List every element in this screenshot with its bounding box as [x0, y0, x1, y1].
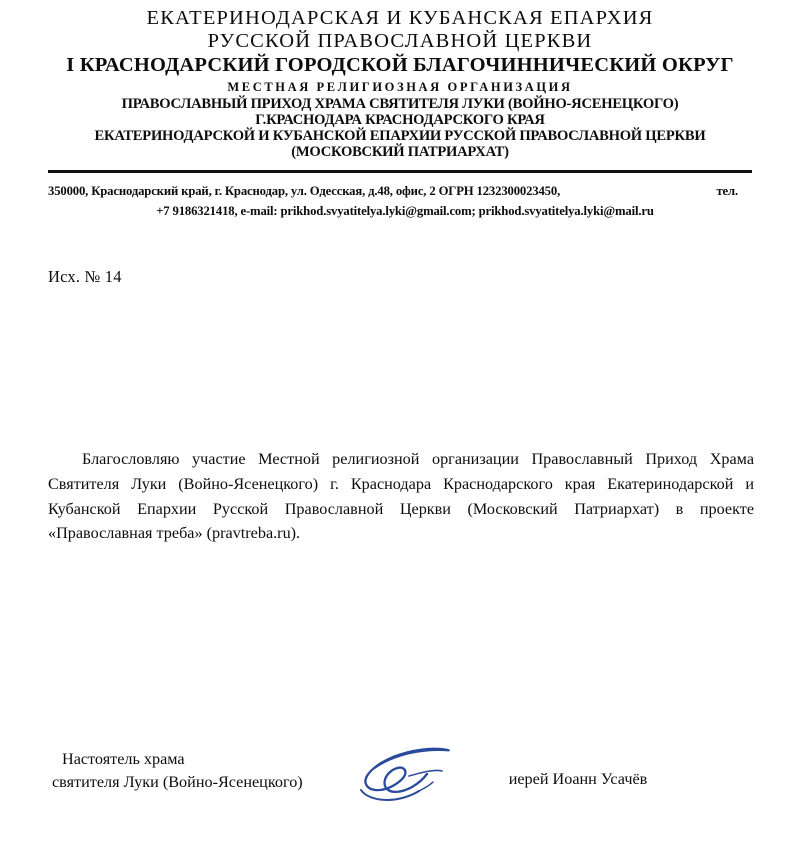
contact-phone-email-row: +7 9186321418, e-mail: prikhod.svyatitelya.lyki@gmail.com; prikhod.svyatitelya.lyki@mail.ru — [156, 203, 654, 218]
signer-title-line-1: Настоятель храма — [62, 750, 185, 768]
letterhead-line-deanery: I КРАСНОДАРСКИЙ ГОРОДСКОЙ БЛАГОЧИННИЧЕСКИЙ ОКРУГ — [66, 53, 734, 76]
letterhead — [0, 0, 800, 160]
body-paragraph: Благословляю участие Местной религиозной организации Православный Приход Храма Святителя Луки (Войно-Ясенецкого) г. Краснодара Краснодарского края Екатеринодарской и Кубанской Епархии Русской Православной Церкви (Московский Патриархат) в проекте «Православная треба» (pravtreba.ru). — [48, 450, 754, 543]
signer-name: иерей Иоанн Усачёв — [508, 770, 648, 788]
signer-title-line-2: святителя Луки (Войно-Ясенецкого) — [52, 773, 303, 791]
handwritten-signature-icon — [353, 744, 465, 806]
contact-address-row — [46, 182, 754, 202]
letterhead-line-eparchy-full: ЕКАТЕРИНОДАРСКОЙ И КУБАНСКОЙ ЕПАРХИИ РУССКОЙ ПРАВОСЛАВНОЙ ЦЕРКВИ — [94, 128, 706, 145]
signer-title — [52, 748, 303, 794]
reference-number: Исх. № 14 — [48, 267, 122, 287]
letterhead-line-org-type: МЕСТНАЯ РЕЛИГИОЗНАЯ ОРГАНИЗАЦИЯ — [227, 79, 573, 94]
horizontal-rule — [48, 170, 752, 173]
contact-details — [0, 182, 800, 221]
letterhead-line-city: Г.КРАСНОДАРА КРАСНОДАРСКОГО КРАЯ — [255, 112, 545, 129]
letter-body — [0, 447, 800, 546]
letterhead-line-parish: ПРАВОСЛАВНЫЙ ПРИХОД ХРАМА СВЯТИТЕЛЯ ЛУКИ (ВОЙНО-ЯСЕНЕЦКОГО) — [121, 96, 679, 113]
contact-tel-label: тел. — [716, 183, 738, 198]
contact-address-text: 350000, Краснодарский край, г. Краснодар, ул. Одесская, д.48, офис, 2 ОГРН 1232300023450, — [48, 183, 561, 198]
signature-block — [0, 748, 800, 828]
letterhead-divider-wrap — [0, 170, 800, 173]
letterhead-line-patriarchate: (МОСКОВСКИЙ ПАТРИАРХАТ) — [291, 144, 509, 161]
letterhead-line-church: РУССКОЙ ПРАВОСЛАВНОЙ ЦЕРКВИ — [207, 29, 593, 52]
letterhead-line-eparchy: ЕКАТЕРИНОДАРСКАЯ И КУБАНСКАЯ ЕПАРХИЯ — [146, 7, 654, 29]
